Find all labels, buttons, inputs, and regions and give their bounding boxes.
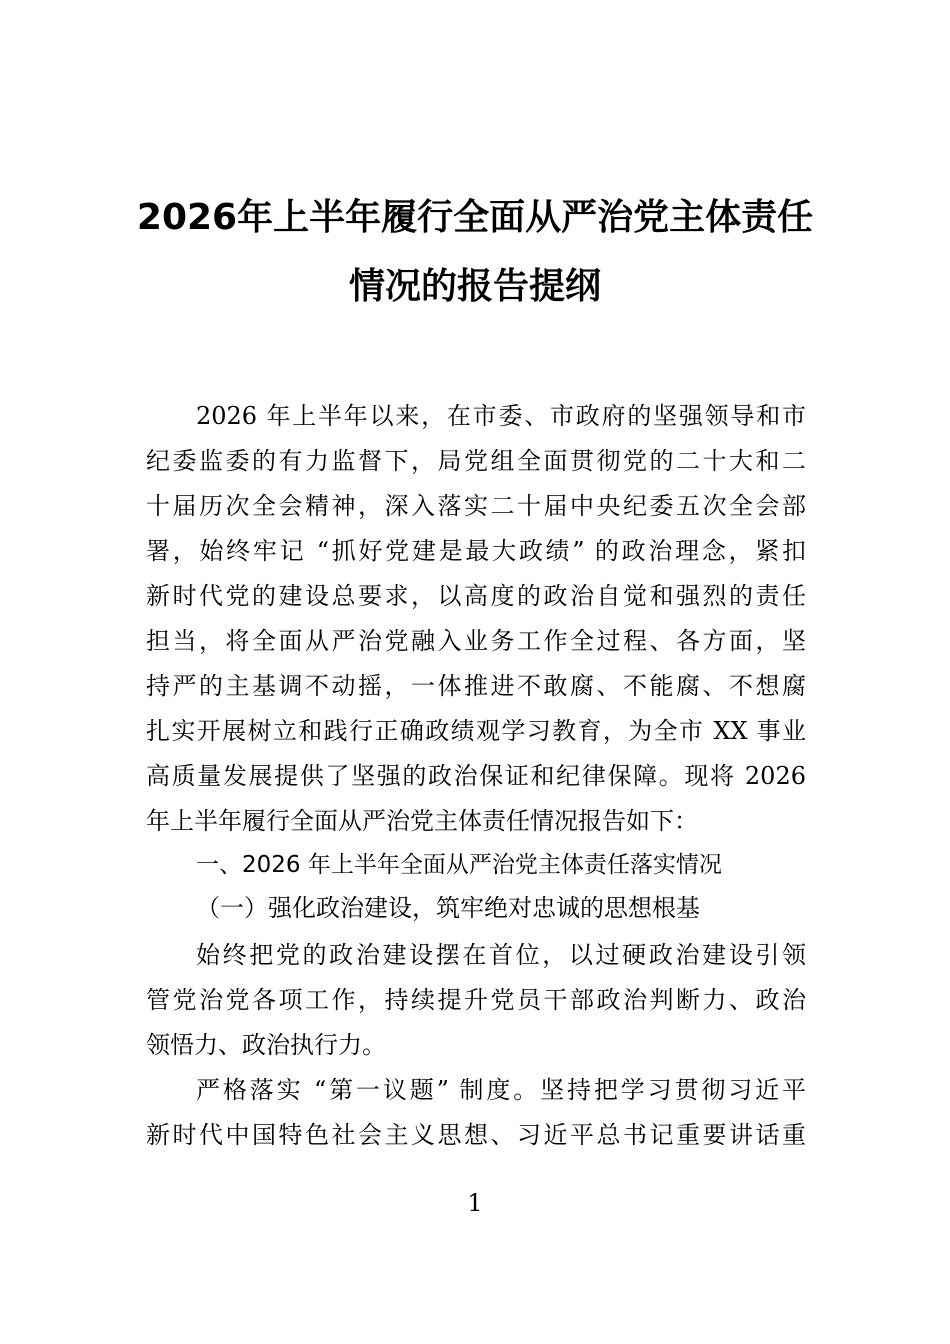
intro-line: 持严的主基调不动摇，一体推进不敢腐、不能腐、不想腐	[146, 672, 806, 700]
intro-line: 担当，将全面从严治党融入业务工作全过程、各方面，坚	[146, 627, 806, 655]
intro-line: 高质量发展提供了坚强的政治保证和纪律保障。现将 2026	[146, 762, 806, 790]
page-number: 1	[467, 1189, 483, 1217]
intro-line: 十届历次全会精神，深入落实二十届中央纪委五次全会部	[146, 492, 806, 520]
document-title-line-1: 2026年上半年履行全面从严治党主体责任	[136, 197, 814, 238]
paragraph-line: 始终把党的政治建设摆在首位，以过硬政治建设引领	[196, 941, 806, 969]
intro-line: 扎实开展树立和践行正确政绩观学习教育，为全市 XX 事业	[146, 717, 806, 745]
intro-line: 纪委监委的有力监督下，局党组全面贯彻党的二十大和二	[146, 447, 806, 475]
document-title-line-2: 情况的报告提纲	[348, 266, 601, 307]
intro-line: 2026 年上半年以来，在市委、市政府的坚强领导和市	[196, 402, 806, 430]
paragraph-line: 严格落实 “第一议题” 制度。坚持把学习贯彻习近平	[196, 1076, 806, 1104]
section-heading-1: 一、2026 年上半年全面从严治党主体责任落实情况	[196, 852, 722, 878]
intro-line: 署，始终牢记 “抓好党建是最大政绩” 的政治理念，紧扣	[146, 537, 806, 565]
intro-line: 新时代党的建设总要求，以高度的政治自觉和强烈的责任	[146, 582, 806, 610]
paragraph-line: 新时代中国特色社会主义思想、习近平总书记重要讲话重	[146, 1121, 806, 1149]
subsection-heading-1: （一）强化政治建设，筑牢绝对忠诚的思想根基	[196, 894, 700, 922]
paragraph-line: 领悟力、政治执行力。	[146, 1031, 386, 1059]
paragraph-line: 管党治党各项工作，持续提升党员干部政治判断力、政治	[146, 986, 806, 1014]
intro-line: 年上半年履行全面从严治党主体责任情况报告如下：	[146, 807, 698, 835]
